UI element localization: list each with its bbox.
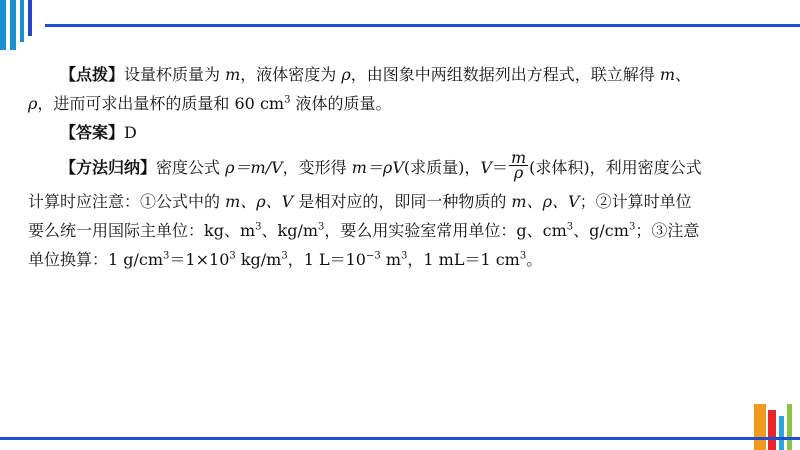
method-line4-b: ＝1×10 <box>169 250 230 269</box>
method-line2-a: 计算时应注意：①公式中的 <box>28 192 226 211</box>
method-line4-d: ，1 L＝10 <box>287 250 366 269</box>
method-line4-c: kg/m <box>235 250 282 269</box>
method-line-2 <box>28 187 788 216</box>
bottom-divider-line <box>0 437 800 440</box>
method-line4-g: 。 <box>526 250 543 269</box>
method-line3-a: 要么统一用国际主单位：kg、m <box>28 221 256 240</box>
hint-text-5: ，进而可求出量杯的质量和 60 cm <box>37 94 285 113</box>
sup-c: 3 <box>566 221 574 233</box>
answer-tag: 【答案】 <box>60 123 125 142</box>
sup-g: 3 <box>281 250 288 262</box>
method-vars-1: m、ρ、V <box>225 192 294 211</box>
method-vars-2: m、ρ、V <box>511 192 580 211</box>
sup-h: −3 <box>365 250 381 262</box>
content-area <box>28 60 788 274</box>
fraction-denominator: ρ <box>513 163 524 182</box>
fraction-numerator: m <box>510 148 527 167</box>
hint-tag: 【点拨】 <box>60 65 125 84</box>
method-line-4 <box>28 245 788 274</box>
top-left-bar-2 <box>10 0 16 50</box>
method-line3-e: ；③注意 <box>635 221 700 240</box>
sup-e: 3 <box>163 250 170 262</box>
top-divider-line <box>45 24 800 27</box>
top-left-bar-4 <box>28 0 32 36</box>
method-line3-d: 、g/cm <box>573 221 629 240</box>
method-eq: ＝ <box>491 158 508 177</box>
method-text-1: 密度公式 <box>156 158 226 177</box>
hint-var-rho2: ρ <box>28 94 38 113</box>
sup-i: 3 <box>401 250 408 262</box>
hint-paragraph-cont <box>28 89 788 118</box>
sup-j: 3 <box>519 250 527 262</box>
sup-f: 3 <box>229 250 236 262</box>
volume-fraction <box>509 148 528 182</box>
method-line4-e: m <box>380 250 401 269</box>
method-line-3 <box>28 216 788 245</box>
hint-sup: 3 <box>284 94 291 106</box>
method-line3-b: 、kg/m <box>261 221 319 240</box>
method-formula-1: ρ＝m/V <box>225 158 283 177</box>
top-left-bar-1 <box>0 0 6 50</box>
method-line4-f: ，1 mL＝1 cm <box>407 250 520 269</box>
hint-var-rho: ρ <box>341 65 351 84</box>
answer-paragraph <box>28 118 788 147</box>
top-left-bar-3 <box>20 0 24 42</box>
method-line4-a: 单位换算：1 g/cm <box>28 250 164 269</box>
sup-a: 3 <box>255 221 262 233</box>
bottom-right-bar-3 <box>779 416 784 450</box>
hint-text-4: 、 <box>675 65 692 84</box>
method-line2-c: ；②计算时单位 <box>579 192 692 211</box>
hint-text-6: 液体的质量。 <box>290 94 392 113</box>
method-text-3: (求质量)， <box>403 158 481 177</box>
method-line3-c: ，要么用实验室常用单位：g、cm <box>324 221 567 240</box>
sup-b: 3 <box>318 221 325 233</box>
method-text-2: ，变形得 <box>282 158 352 177</box>
answer-value: D <box>124 123 137 142</box>
method-text-4: (求体积)，利用密度公式 <box>529 158 702 177</box>
sup-d: 3 <box>628 221 636 233</box>
hint-var-m: m <box>225 65 241 84</box>
method-tag: 【方法归纳】 <box>60 158 157 177</box>
method-paragraph <box>28 148 788 183</box>
method-var-v: V <box>480 158 492 177</box>
bottom-right-bar-4 <box>787 404 792 450</box>
bottom-right-bar-2 <box>768 410 776 450</box>
hint-text-1: 设量杯质量为 <box>124 65 226 84</box>
bottom-right-bar-1 <box>754 404 766 450</box>
hint-paragraph <box>28 60 788 89</box>
hint-text-3: ，由图象中两组数据列出方程式，联立解得 <box>350 65 660 84</box>
hint-var-m2: m <box>659 65 676 84</box>
method-line2-b: 是相对应的，即同一种物质的 <box>293 192 512 211</box>
hint-text-2: ，液体密度为 <box>240 65 342 84</box>
method-formula-2: m＝ρV <box>351 158 404 177</box>
